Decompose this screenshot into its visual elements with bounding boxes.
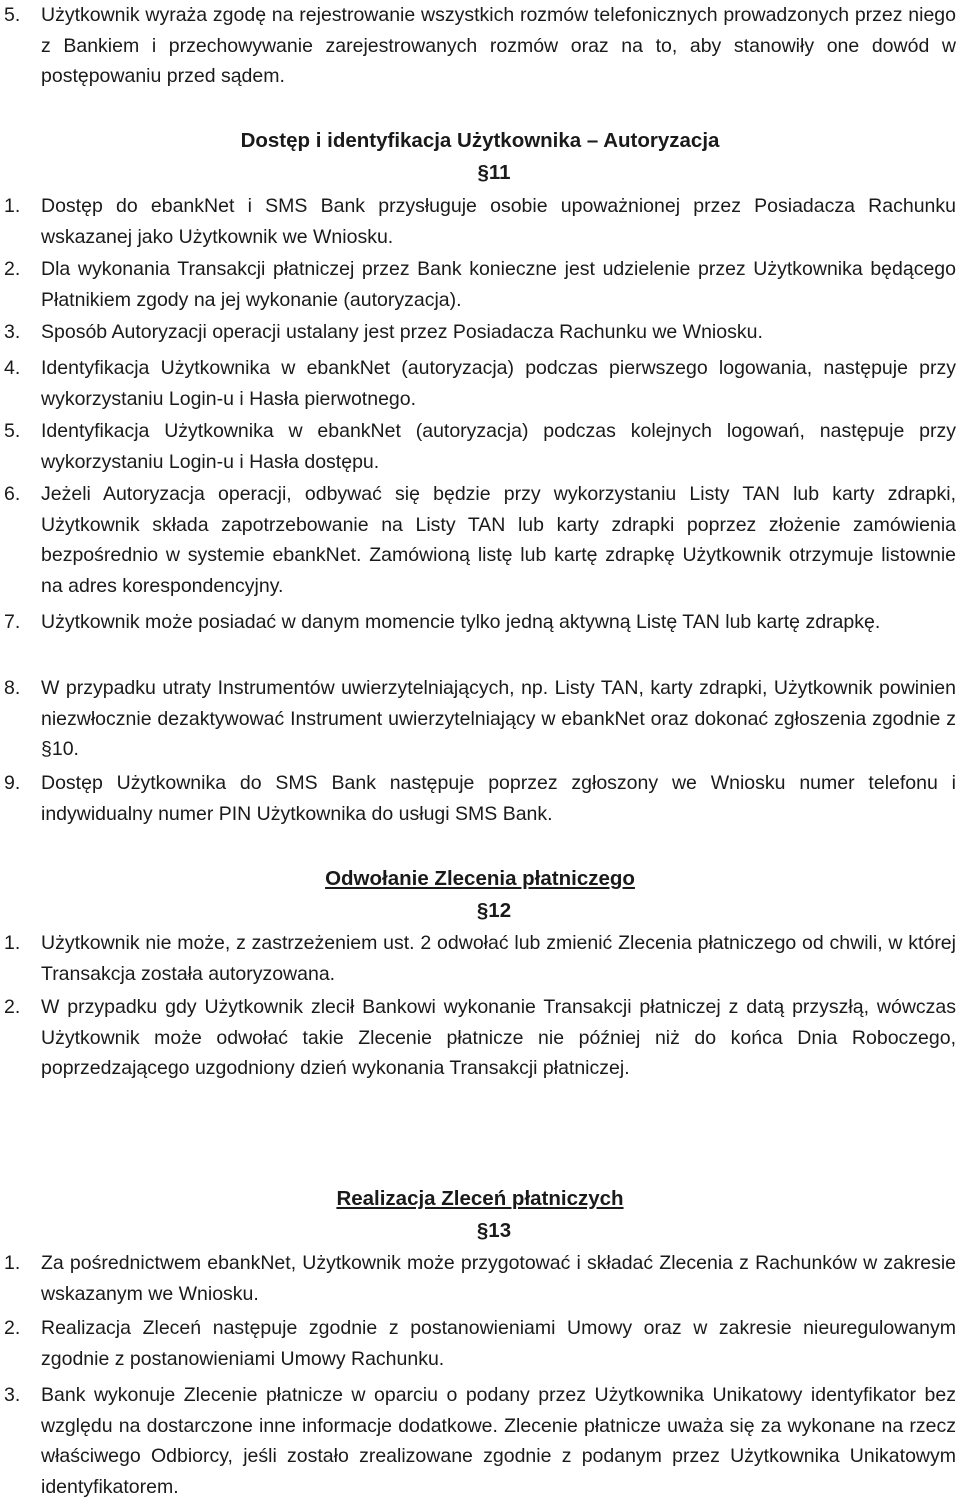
list-item — [0, 0, 956, 92]
paragraph-number — [0, 896, 960, 926]
item-number: 3. — [4, 1384, 21, 1406]
item-number: 5. — [4, 420, 21, 442]
list-item — [0, 928, 956, 989]
list-item — [0, 1248, 956, 1309]
list-item — [0, 992, 956, 1084]
paragraph-number — [0, 158, 960, 188]
list-item — [0, 254, 956, 315]
item-number: 7. — [4, 611, 21, 633]
item-text: Realizacja Zleceń następuje zgodnie z postanowieniami Umowy oraz w zakresie nieuregulowanym zgodnie z postanowieniami Umowy Rachunku. — [41, 1317, 956, 1370]
item-text: Sposób Autoryzacji operacji ustalany jest przez Posiadacza Rachunku we Wniosku. — [41, 321, 763, 343]
paragraph-number-text: §12 — [476, 899, 512, 922]
list-item — [0, 1380, 956, 1502]
list-item — [0, 768, 956, 829]
item-number: 5. — [4, 4, 21, 26]
item-text: W przypadku utraty Instrumentów uwierzytelniających, np. Listy TAN, karty zdrapki, Użytkownik powinien niezwłocznie dezaktywować Instrument uwierzytelniający w ebankNet oraz dokonać zgłoszenia zgodnie z §10. — [41, 677, 956, 760]
section-heading-text: Dostęp i identyfikacja Użytkownika – Autoryzacja — [240, 129, 720, 152]
list-item — [0, 1313, 956, 1374]
section-heading-text: Realizacja Zleceń płatniczych — [336, 1187, 624, 1210]
paragraph-number-text: §13 — [476, 1219, 512, 1242]
item-text: Dostęp do ebankNet i SMS Bank przysługuje osobie upoważnionej przez Posiadacza Rachunku wskazanej jako Użytkownik we Wniosku. — [41, 195, 956, 248]
item-number: 6. — [4, 483, 21, 505]
paragraph-number — [0, 1216, 960, 1246]
item-text: Jeżeli Autoryzacja operacji, odbywać się będzie przy wykorzystaniu Listy TAN lub karty zdrapki, Użytkownik składa zapotrzebowanie na Listy TAN lub karty zdrapki poprzez złożenie zamówienia bezpośrednio w systemie ebankNet. Zamówioną listę lub kartę zdrapkę Użytkownik otrzymuje listownie na adres korespondencyjny. — [41, 483, 956, 597]
item-text: Identyfikacja Użytkownika w ebankNet (autoryzacja) podczas kolejnych logowań, następuje przy wykorzystaniu Login-u i Hasła dostępu. — [41, 420, 956, 473]
list-item — [0, 353, 956, 414]
paragraph-number-text: §11 — [477, 161, 511, 184]
section-heading — [0, 1184, 960, 1214]
item-number: 1. — [4, 1252, 21, 1274]
list-item — [0, 673, 956, 765]
list-item — [0, 317, 956, 348]
item-number: 2. — [4, 996, 21, 1018]
list-item — [0, 416, 956, 477]
item-text: W przypadku gdy Użytkownik zlecił Bankowi wykonanie Transakcji płatniczej z datą przyszłą, wówczas Użytkownik może odwołać takie Zlecenie płatnicze nie później niż do końca Dnia Roboczego, poprzedzającego uzgodniony dzień wykonania Transakcji płatniczej. — [41, 996, 956, 1079]
item-text: Użytkownik wyraża zgodę na rejestrowanie wszystkich rozmów telefonicznych prowadzonych przez niego z Bankiem i przechowywanie zarejestrowanych rozmów oraz na to, aby stanowiły one dowód w postępowaniu przed sądem. — [41, 4, 956, 87]
list-item — [0, 607, 956, 638]
item-text: Za pośrednictwem ebankNet, Użytkownik może przygotować i składać Zlecenia z Rachunków w zakresie wskazanym we Wniosku. — [41, 1252, 956, 1305]
list-item — [0, 479, 956, 601]
item-text: Bank wykonuje Zlecenie płatnicze w oparciu o podany przez Użytkownika Unikatowy identyfikator bez względu na dostarczone inne informacje dodatkowe. Zlecenie płatnicze uważa się za wykonane na rzecz właściwego Odbiorcy, jeśli zostało zrealizowane zgodnie z podanym przez Użytkownika Unikatowym identyfikatorem. — [41, 1384, 956, 1498]
item-text: Użytkownik może posiadać w danym momencie tylko jedną aktywną Listę TAN lub kartę zdrapkę. — [41, 611, 881, 633]
item-number: 8. — [4, 677, 21, 699]
item-text: Identyfikacja Użytkownika w ebankNet (autoryzacja) podczas pierwszego logowania, następuje przy wykorzystaniu Login-u i Hasła pierwotnego. — [41, 357, 956, 410]
item-text: Użytkownik nie może, z zastrzeżeniem ust. 2 odwołać lub zmienić Zlecenia płatniczego od chwili, w której Transakcja została autoryzowana. — [41, 932, 956, 985]
item-number: 2. — [4, 258, 21, 280]
section-heading — [0, 864, 960, 894]
section-heading-text: Odwołanie Zlecenia płatniczego — [325, 867, 635, 890]
item-number: 3. — [4, 321, 21, 343]
section-heading — [0, 126, 960, 156]
item-number: 1. — [4, 932, 21, 954]
list-item — [0, 191, 956, 252]
item-number: 1. — [4, 195, 21, 217]
item-text: Dla wykonania Transakcji płatniczej przez Bank konieczne jest udzielenie przez Użytkownika będącego Płatnikiem zgody na jej wykonanie (autoryzacja). — [41, 258, 956, 311]
item-text: Dostęp Użytkownika do SMS Bank następuje poprzez zgłoszony we Wniosku numer telefonu i indywidualny numer PIN Użytkownika do usługi SMS Bank. — [41, 772, 956, 825]
item-number: 4. — [4, 357, 21, 379]
item-number: 2. — [4, 1317, 21, 1339]
item-number: 9. — [4, 772, 21, 794]
